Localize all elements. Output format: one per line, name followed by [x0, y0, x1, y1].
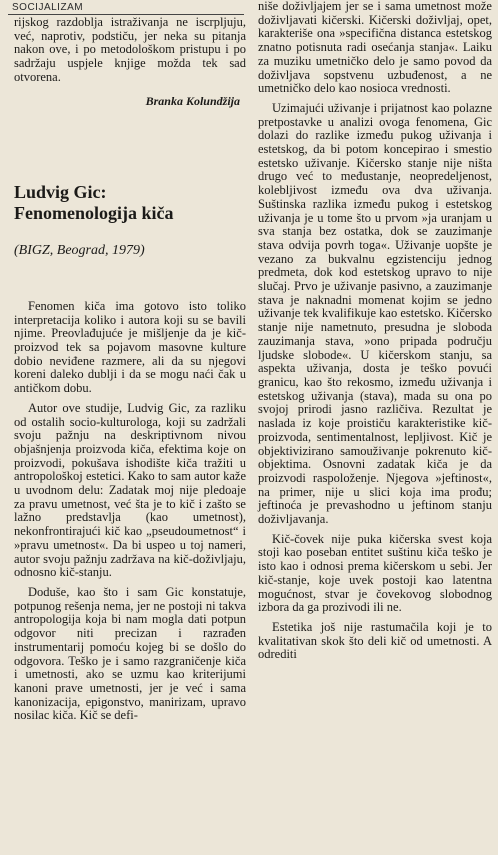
section-header: SOCIJALIZAM [12, 2, 84, 13]
right-column [258, 0, 492, 662]
body-paragraph: Uzimajući uživanje i prijatnost kao polazne pretpostavke u analizi ovoga fenomena, Gic dolazi do razlike između pukog uživanja i estetskog, da bi potom koncepirao i smestio estetsko uživanje. Kičersko stanje nije ništa drugo već to međustanje, neopredeljenost, kolebljivost između ova dva uživanja. Suštinska razlika između pukog i estetskog uživanja je u tome što u prvom »ja uranjam u sva stanja bez ostatka, dok se zauzimanje stava odvija povrh toga«. Uživanje uopšte je vezano za bukvalnu egzistenciju jednog predmeta, dok kod estetskog upravo to nije slučaj. Prvo je uživanje pasivno, a zauzimanje stava je naknadni momenat kojim se jedno uživanje tek kvalifikuje kao estetsko. Kičersko stanje nije nametnuto, presudna je sloboda zauzimanja stava, »ono pripada području ljudske slobode«. U kičerskom stanju, sa aspekta uživanja, dosta je teško povući granicu, kao što rekosmo, između uživanja i estetskog uživanja (stava), mada su ona po svojoj prirodi jasno različiva. Rezultat je naslada iz koje proističu karakteristike kič-proizvoda, sentimentalnost, lepljivost. Kič je objektivizirano samouživanje pokrenuto kič-objektima. Osnovni zadatak kiča je da proizvodi raspoloženje. Njegova »jeftinost«, na primer, nije u slici koja ima prođu; jeftinoća je prevashodno u jeftinom stanju doživljavanja. [258, 100, 492, 527]
review-author: Branka Kolundžija [145, 93, 240, 108]
body-paragraph: Autor ove studije, Ludvig Gic, za razliku od ostalih socio-kulturologa, koji su zadržali svoju pažnju na deskriptivnom nivou objašnjenja proizvoda kiča, efektima koje on proizvodi, pokušava ishodište kiča tražiti u antropološkoj estetici. Kako to sam autor kaže u uvodnom delu: Zadatak moj nije pledoaje za pravu umetnost, već šta je to kič i zašto se lažno predstavlja (kao umetnost), nekonfrontirajući kič kao „pseudoumetnost“ i »pravu umetnost«. Da bi uspeo u toj nameri, autor svoju pažnju zadržava na kič-doživljaju, odnosno kič-stanju. [14, 400, 246, 580]
body-paragraph: Fenomen kiča ima gotovo isto toliko interpretacija koliko i autora koji su se bavili njime. Preovlađujuće je mišljenje da je kič-proizvod tek sa pojavom masovne kulture dobio neviđene razmere, ali da su njegovi koreni daleko dublji i da se mogu naći čak u antičkom dobu. [14, 298, 246, 396]
article-title [14, 182, 246, 224]
body-paragraph: Estetika još nije rastumačila koji je to kvalitativan skok što deli kič od umetnosti. A odrediti [258, 619, 492, 662]
body-paragraph: Kič-čovek nije puka kičerska svest koja stoji kao poseban entitet suštinu kiča teško je isto kao i odnosi prema kičerskom u sebi. Jer kič-stanje, koje uvek postoji kao latentna mogućnost, stvar je čovekovog slobodnog izbora da ga prozivodi ili ne. [258, 531, 492, 615]
intro-paragraph: rijskog razdoblja istraživanja ne iscrpljuju, već, naprotiv, podstiču, jer neka su pitanja nakon ove, i po metodološkom pristupu i po sadržaju uspjele knjige možda tek sad otvorena. [14, 15, 246, 84]
publication-source: (BIGZ, Beograd, 1979) [14, 243, 145, 259]
body-paragraph: niše doživljajem jer se i sama umetnost može doživljavati kičerski. Kičerski doživljaj, opet, karakteriše ona »specifična distanca estetskog znatno potisnuta radi osećanja stanja«. Laiku za muziku umetničko delo je samo povod da doživljava sopstvenu uzbuđenost, a ne umetničko delo kao nosioca vrednosti. [258, 0, 492, 96]
title-line-2: Fenomenologija kiča [14, 203, 174, 224]
left-column [14, 16, 246, 723]
body-paragraph: Doduše, kao što i sam Gic konstatuje, potpunog rešenja nema, jer ne postoji ni takva antropologija koja bi nam mogla dati potpun odgovor niti precizan i razrađen instrumentarij pomoću kojeg bi se došlo do odgovora. Teško je i samo razgraničenje kiča i umetnosti, ako se uzmu kao kriterijumi kanoni prave umetnosti, jer je već i sama kanonizacija, epigonstvo, manirizam, upravo nosilac kiča. Kič se defi- [14, 584, 246, 723]
title-line-1: Ludvig Gic: [14, 182, 107, 203]
